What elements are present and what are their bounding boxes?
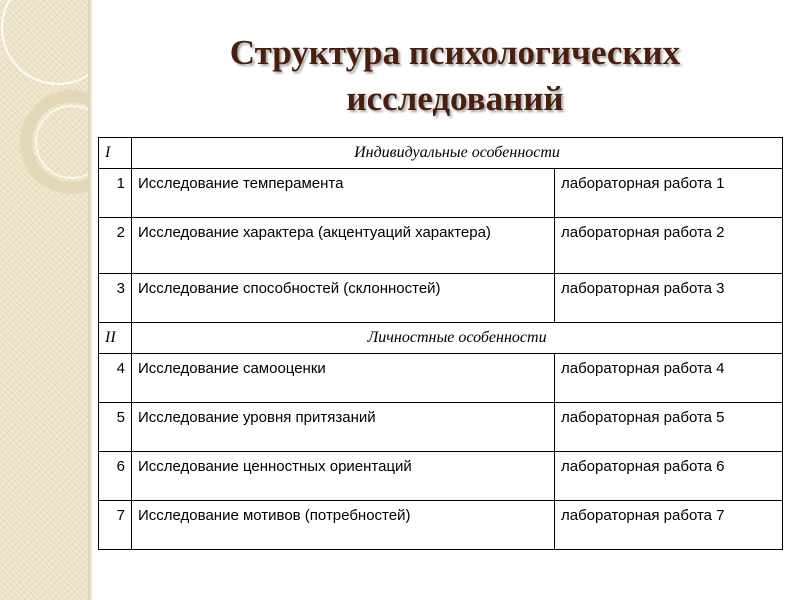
lab-work-cell: лабораторная работа 2: [555, 218, 783, 274]
study-cell: Исследование ценностных ориентаций: [132, 452, 555, 501]
section-row: [99, 138, 783, 169]
row-number: 1: [99, 169, 132, 218]
sidebar-edge: [88, 0, 92, 600]
study-cell: Исследование мотивов (потребностей): [132, 501, 555, 550]
lab-work-cell: лабораторная работа 6: [555, 452, 783, 501]
title-line-1: Структура психологических: [229, 33, 681, 72]
table-row: [99, 452, 783, 501]
section-number: II: [99, 323, 132, 354]
table-row: [99, 354, 783, 403]
lab-work-cell: лабораторная работа 4: [555, 354, 783, 403]
table-row: [99, 274, 783, 323]
study-cell: Исследование уровня притязаний: [132, 403, 555, 452]
decor-circle: [2, 0, 88, 84]
row-number: 2: [99, 218, 132, 274]
row-number: 5: [99, 403, 132, 452]
table-row: [99, 403, 783, 452]
study-cell: Исследование темперамента: [132, 169, 555, 218]
decorative-sidebar: [0, 0, 88, 600]
study-cell: Исследование способностей (склонностей): [132, 274, 555, 323]
title-line-2: исследований: [346, 79, 564, 118]
lab-work-cell: лабораторная работа 1: [555, 169, 783, 218]
table-row: [99, 169, 783, 218]
row-number: 4: [99, 354, 132, 403]
table-row: [99, 218, 783, 274]
study-cell: Исследование характера (акцентуаций характера): [132, 218, 555, 274]
lab-work-cell: лабораторная работа 7: [555, 501, 783, 550]
section-row: [99, 323, 783, 354]
research-table: [98, 137, 783, 550]
study-cell: Исследование самооценки: [132, 354, 555, 403]
row-number: 7: [99, 501, 132, 550]
section-heading: Личностные особенности: [132, 323, 783, 354]
section-heading: Индивидуальные особенности: [132, 138, 783, 169]
decorative-circles: [0, 0, 88, 600]
section-number: I: [99, 138, 132, 169]
row-number: 3: [99, 274, 132, 323]
row-number: 6: [99, 452, 132, 501]
slide-title: [110, 30, 800, 122]
decor-ring-inner: [36, 106, 88, 178]
lab-work-cell: лабораторная работа 5: [555, 403, 783, 452]
lab-work-cell: лабораторная работа 3: [555, 274, 783, 323]
table-row: [99, 501, 783, 550]
